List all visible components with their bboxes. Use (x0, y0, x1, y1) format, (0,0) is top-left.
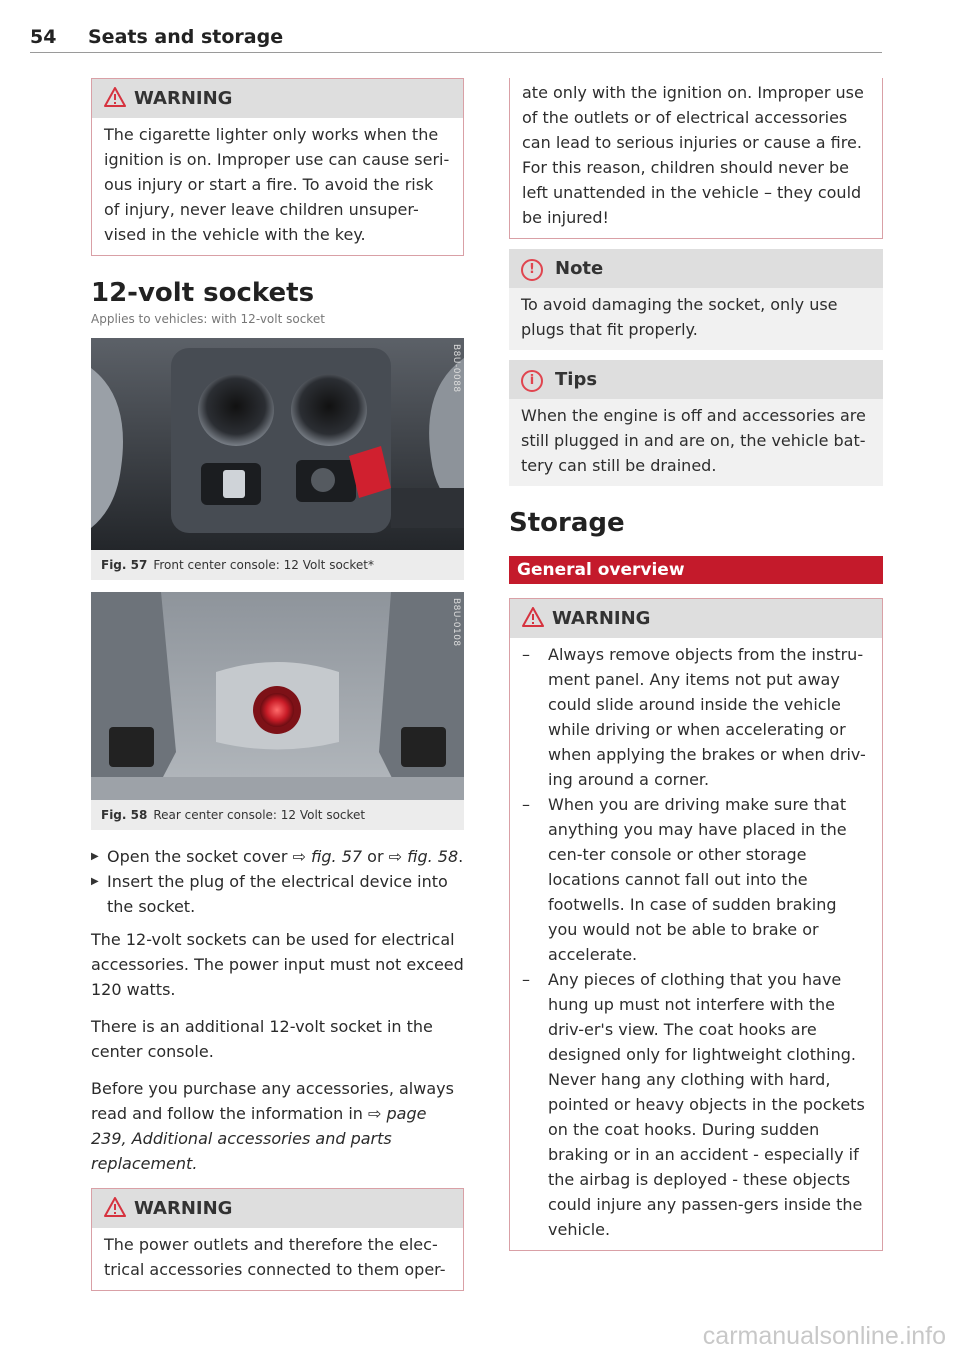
step-item: ▶ Insert the plug of the electrical device into the socket. (91, 869, 464, 919)
page-title: Seats and storage (88, 26, 284, 48)
page-reference-link[interactable]: ⇨ page 239, Additional accessories and parts replacement. (91, 1104, 427, 1173)
paragraph: The 12-volt sockets can be used for electrical accessories. The power input must not exceed 120 watts. (91, 930, 464, 999)
note-box (509, 249, 883, 350)
front-console-photo (91, 338, 464, 550)
figure-reference-link[interactable]: fig. 57 (311, 847, 363, 866)
list-item: – Always remove objects from the instru-ment panel. Any items not put away could slide around inside the vehicle while driving or when accelerating or when applying the brakes or when driv-ing around a corner. (522, 642, 870, 792)
subsection-general-overview: General overview (509, 556, 883, 584)
section-title-12-volt: 12-volt sockets (91, 278, 315, 308)
list-item: – When you are driving make sure that anything you may have placed in the cen-ter console or other storage locations cannot fall out into the footwells. In case of sudden braking you would not be able to brake or accelerate. (522, 792, 870, 967)
exclamation-circle-icon: ! (521, 259, 543, 281)
warning-text: The cigarette lighter only works when the ignition is on. Improper use can cause seri-ous injury or start a fire. To avoid the risk of injury, never leave children unsuper-vised in the vehicle with the key. (104, 125, 450, 244)
warning-box-power-outlets (91, 1188, 464, 1291)
figure-58 (91, 592, 464, 830)
figure-caption: Fig. 58 Rear center console: 12 Volt socket (91, 800, 464, 830)
figure-caption: Fig. 57 Front center console: 12 Volt socket* (91, 550, 464, 580)
instruction-steps (91, 844, 464, 919)
paragraph: There is an additional 12-volt socket in the center console. (91, 1017, 433, 1061)
rear-console-photo (91, 592, 464, 800)
page-header (30, 26, 882, 53)
figure-57 (91, 338, 464, 580)
step-item: ▶ Open the socket cover ⇨ fig. 57 or ⇨ fig. 58. (91, 844, 464, 869)
note-text: To avoid damaging the socket, only use plugs that fit properly. (509, 288, 883, 350)
warning-triangle-icon (104, 87, 126, 107)
warning-title: WARNING (92, 79, 463, 118)
front-console-illustration (91, 338, 464, 550)
applies-to-note: Applies to vehicles: with 12-volt socket (91, 312, 325, 326)
warning-text: The power outlets and therefore the elec-trical accessories connected to them oper- (104, 1235, 446, 1279)
right-column (509, 78, 883, 1251)
rear-console-illustration (91, 592, 464, 800)
warning-triangle-icon (104, 1197, 126, 1217)
warning-title: WARNING (92, 1189, 463, 1228)
warning-box-lighter (91, 78, 464, 256)
warning-body (510, 638, 882, 1250)
tips-text: When the engine is off and accessories are still plugged in and are on, the vehicle bat-tery can still be drained. (509, 399, 883, 486)
warning-title: WARNING (510, 599, 882, 638)
list-item: – Any pieces of clothing that you have hung up must not interfere with the driv-er's view. The coat hooks are designed only for lightweight clothing. Never hang any clothing with hard, pointed or heavy objects in the pockets on the coat hooks. During sudden braking or in an accident - especially if the airbag is deployed - these objects could injure any passen-gers inside the vehicle. (522, 967, 870, 1242)
warning-text: ate only with the ignition on. Improper use of the outlets or of electrical accessories can lead to serious injuries or cause a fire. For this reason, children should never be left unattended in the vehicle – they could be injured! (522, 83, 864, 227)
left-column (91, 78, 464, 1291)
tips-box (509, 360, 883, 486)
warning-box-storage (509, 598, 883, 1251)
paragraph: Before you purchase any accessories, always read and follow the information in ⇨ page 239, Additional accessories and parts replacement. (91, 1079, 454, 1173)
tips-title: i Tips (509, 360, 883, 399)
figure-code: B8U-0108 (451, 598, 461, 647)
info-circle-icon: i (521, 370, 543, 392)
figure-code: B8U-0088 (451, 344, 461, 393)
watermark: carmanualsonline.info (702, 1322, 946, 1350)
figure-reference-link[interactable]: fig. 58 (407, 847, 459, 866)
note-title: ! Note (509, 249, 883, 288)
warning-continuation-box (509, 78, 883, 239)
warning-triangle-icon (522, 607, 544, 627)
warning-list (522, 642, 870, 1242)
page-number: 54 (30, 26, 57, 48)
section-title-storage: Storage (509, 508, 625, 538)
